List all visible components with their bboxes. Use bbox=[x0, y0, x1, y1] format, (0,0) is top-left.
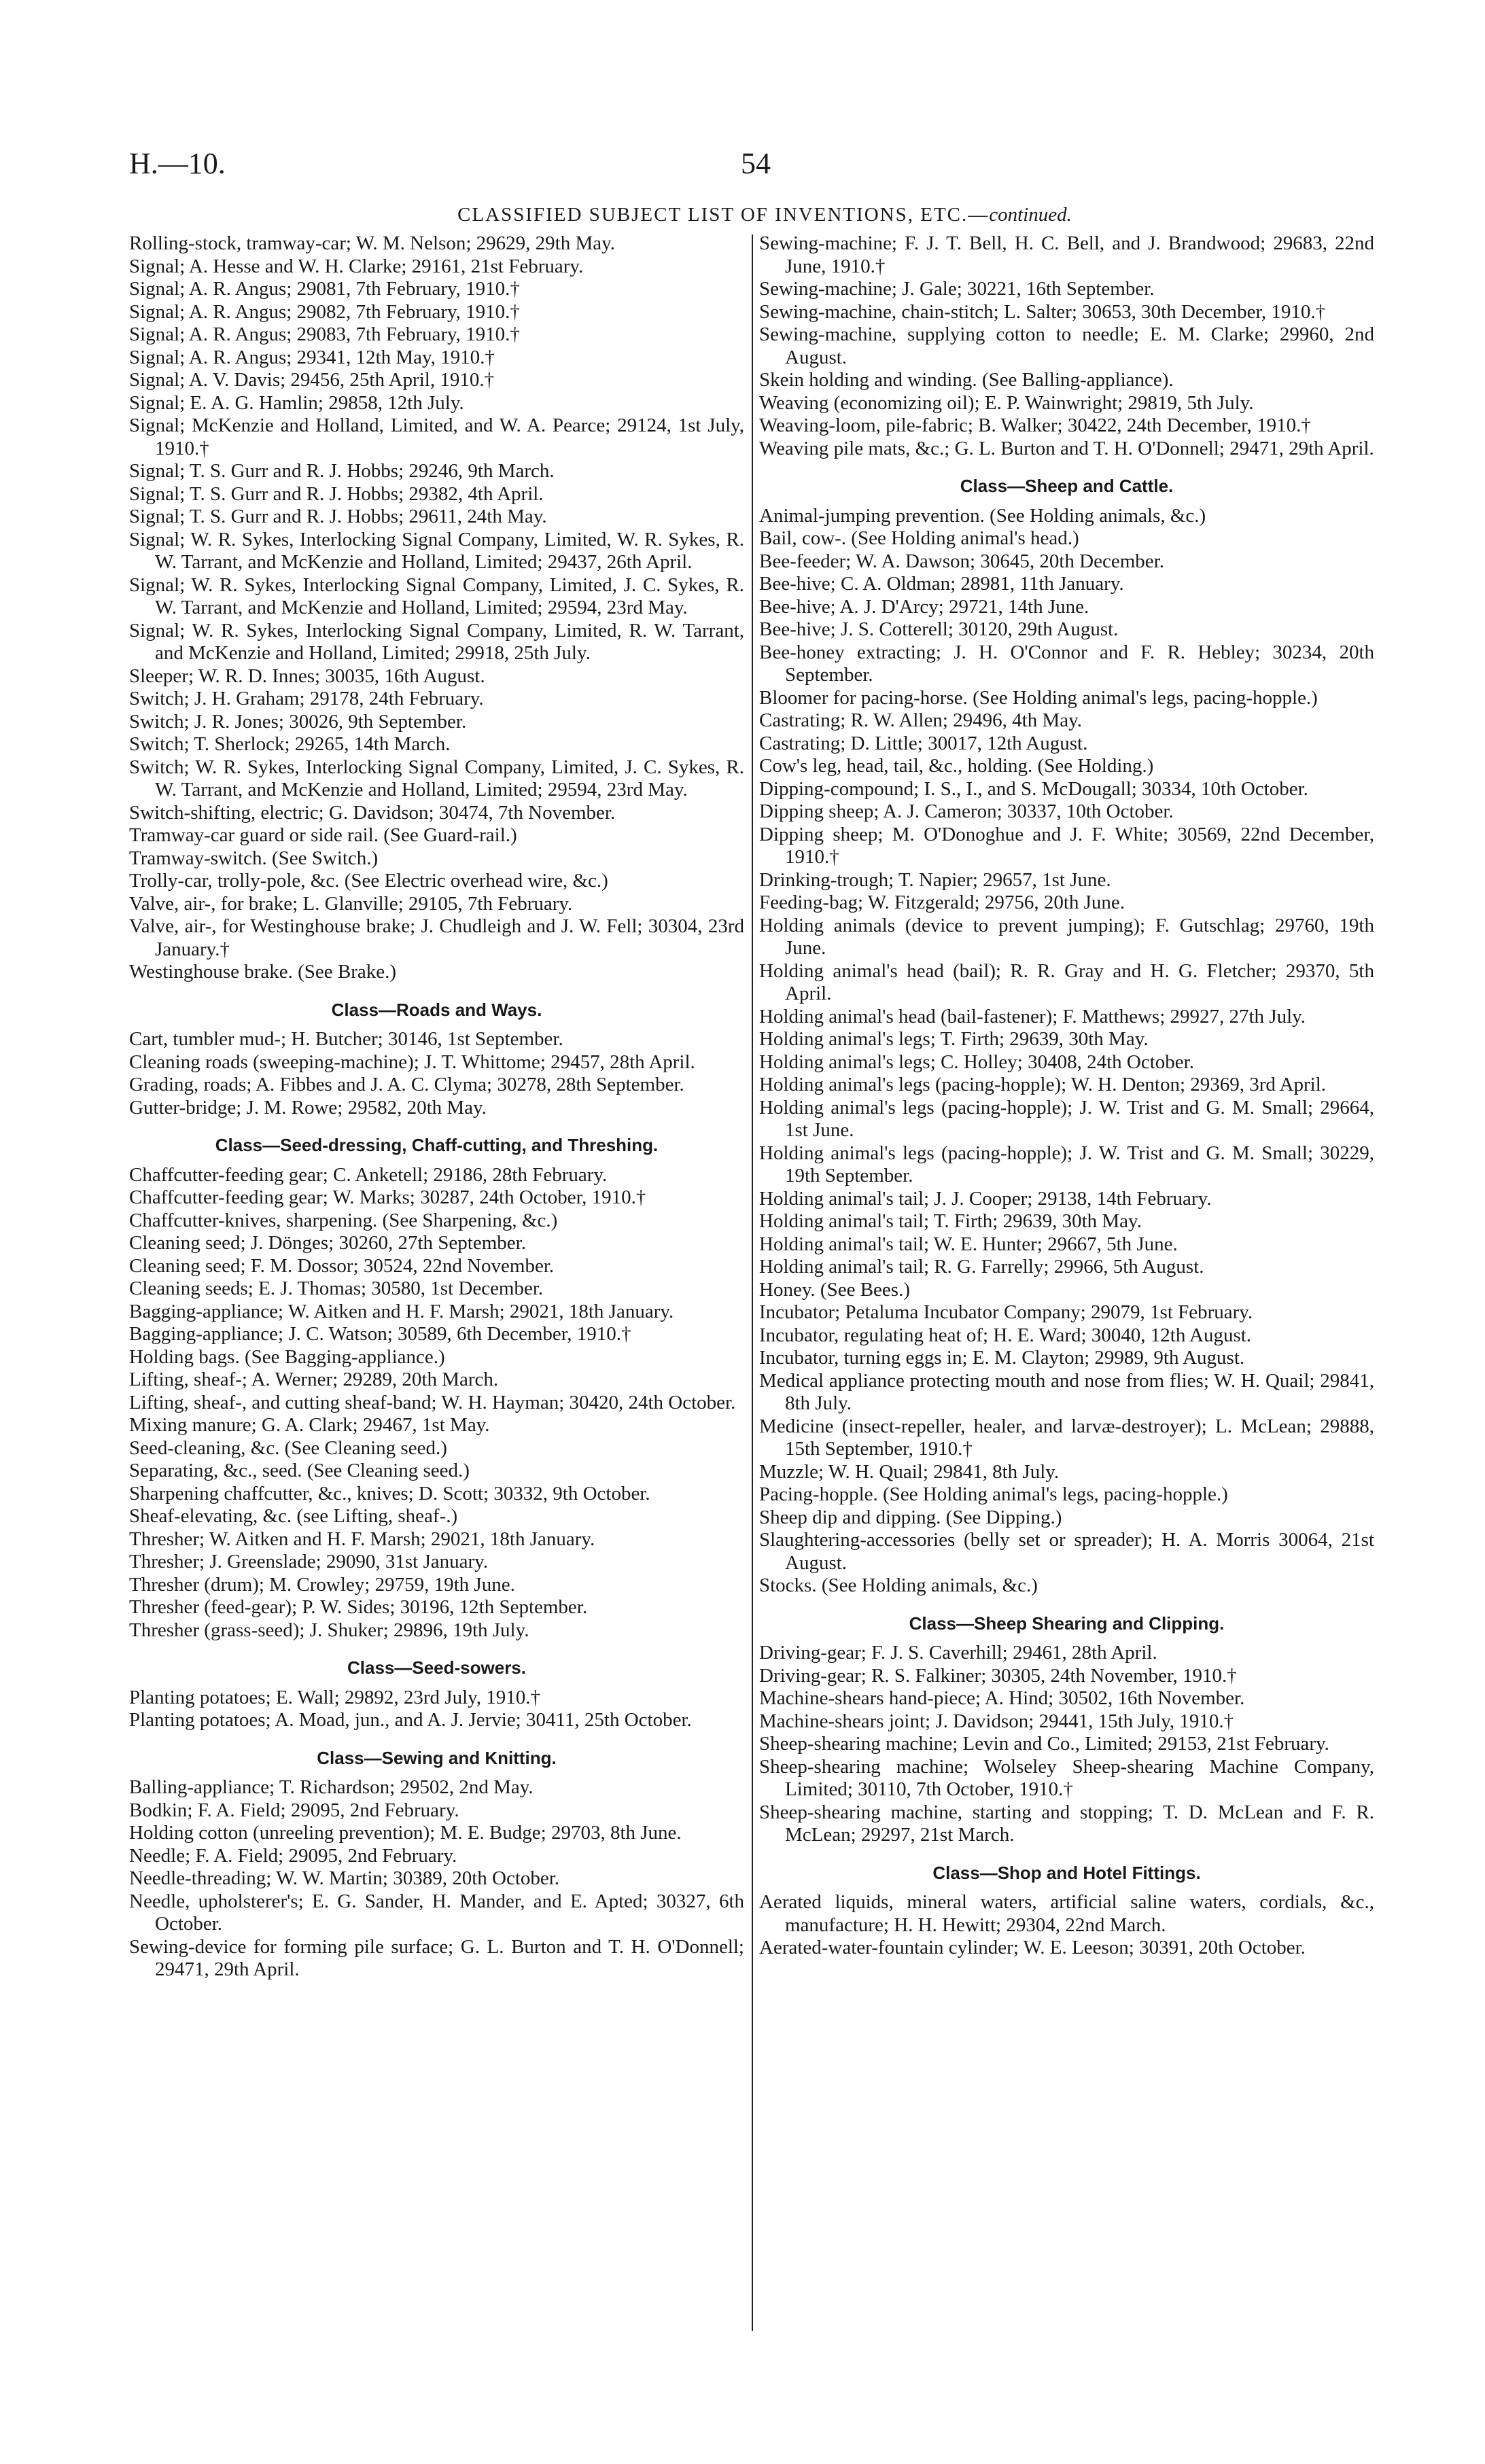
list-entry: Switch-shifting, electric; G. Davidson; 30474, 7th November. bbox=[129, 801, 616, 824]
list-entry: Machine-shears hand-piece; A. Hind; 30502, 16th November. bbox=[759, 1687, 1245, 1709]
list-entry: Signal; T. S. Gurr and R. J. Hobbs; 29246, 9th March. bbox=[129, 460, 555, 482]
class-heading: Class—Sewing and Knitting. bbox=[317, 1747, 557, 1768]
list-entry: Signal; A. R. Angus; 29341, 12th May, 1910.† bbox=[129, 346, 495, 368]
class-heading: Class—Sheep and Cattle. bbox=[960, 476, 1174, 496]
list-entry: Sheep-shearing machine, starting and stopping; T. D. McLean and F. R. McLean; 29297, 21st March. bbox=[759, 1801, 1374, 1846]
list-entry: Sheep dip and dipping. (See Dipping.) bbox=[759, 1506, 1062, 1528]
list-entry: Honey. (See Bees.) bbox=[759, 1278, 910, 1301]
list-entry: Holding cotton (unreeling prevention); M. E. Budge; 29703, 8th June. bbox=[129, 1822, 682, 1844]
list-entry: Planting potatoes; E. Wall; 29892, 23rd July, 1910.† bbox=[129, 1686, 541, 1708]
list-entry: Thresher (grass-seed); J. Shuker; 29896, 19th July. bbox=[129, 1619, 529, 1641]
list-entry: Lifting, sheaf-; A. Werner; 29289, 20th March. bbox=[129, 1369, 499, 1390]
list-entry: Holding animal's tail; J. J. Cooper; 29138, 14th February. bbox=[759, 1187, 1212, 1210]
list-entry: Holding animals (device to prevent jumping); F. Gutschlag; 29760, 19th June. bbox=[759, 914, 1374, 959]
list-entry: Sewing-machine, supplying cotton to needle; E. M. Clarke; 29960, 2nd August. bbox=[759, 323, 1374, 368]
list-entry: Signal; W. R. Sykes, Interlocking Signal Company, Limited, J. C. Sykes, R. W. Tarrant, and McKenzie and Holland, Limited; 29594, 23rd May. bbox=[129, 574, 744, 618]
list-entry: Sewing-machine; F. J. T. Bell, H. C. Bell, and J. Brandwood; 29683, 22nd June, 1910.† bbox=[759, 232, 1374, 277]
list-entry: Sewing-machine, chain-stitch; L. Salter; 30653, 30th December, 1910.† bbox=[759, 300, 1326, 323]
list-entry: Thresher; J. Greenslade; 29090, 31st January. bbox=[129, 1551, 489, 1572]
list-entry: Holding animal's legs; T. Firth; 29639, 30th May. bbox=[759, 1028, 1149, 1050]
list-entry: Signal; A. R. Angus; 29083, 7th February, 1910.† bbox=[129, 323, 520, 345]
list-entry: Bee-feeder; W. A. Dawson; 30645, 20th December. bbox=[759, 550, 1164, 572]
list-entry: Sharpening chaffcutter, &c., knives; D. Scott; 30332, 9th October. bbox=[129, 1482, 650, 1504]
list-entry: Holding animal's legs (pacing-hopple); J. W. Trist and G. M. Small; 29664, 1st June. bbox=[759, 1096, 1374, 1141]
list-entry: Feeding-bag; W. Fitzgerald; 29756, 20th June. bbox=[759, 892, 1125, 913]
list-entry: Cleaning seed; J. Dönges; 30260, 27th September. bbox=[129, 1232, 526, 1254]
list-entry: Holding animal's head (bail); R. R. Gray and H. G. Fletcher; 29370, 5th April. bbox=[759, 960, 1374, 1004]
list-entry: Castrating; R. W. Allen; 29496, 4th May. bbox=[759, 709, 1083, 731]
column-divider bbox=[752, 234, 753, 2331]
list-entry: Holding bags. (See Bagging-appliance.) bbox=[129, 1345, 445, 1368]
list-entry: Chaffcutter-feeding gear; C. Anketell; 29186, 28th February. bbox=[129, 1163, 608, 1186]
list-entry: Needle-threading; W. W. Martin; 30389, 20th October. bbox=[129, 1867, 560, 1889]
list-entry: Medical appliance protecting mouth and nose from flies; W. H. Quail; 29841, 8th July. bbox=[759, 1369, 1374, 1414]
list-entry: Weaving pile mats, &c.; G. L. Burton and T. H. O'Donnell; 29471, 29th April. bbox=[759, 437, 1374, 459]
list-entry: Tramway-switch. (See Switch.) bbox=[129, 847, 379, 869]
list-entry: Holding animal's tail; W. E. Hunter; 29667, 5th June. bbox=[759, 1233, 1178, 1255]
list-entry: Holding animal's legs (pacing-hopple); W. H. Denton; 29369, 3rd April. bbox=[759, 1074, 1327, 1095]
list-entry: Holding animal's tail; R. G. Farrelly; 29966, 5th August. bbox=[759, 1256, 1204, 1278]
list-entry: Sewing-machine; J. Gale; 30221, 16th September. bbox=[759, 278, 1155, 300]
class-heading: Class—Seed-dressing, Chaff-cutting, and Threshing. bbox=[215, 1135, 659, 1155]
list-entry: Cleaning seeds; E. J. Thomas; 30580, 1st December. bbox=[129, 1278, 544, 1299]
list-entry: Sheaf-elevating, &c. (see Lifting, sheaf-.) bbox=[129, 1505, 458, 1527]
list-entry: Bail, cow-. (See Holding animal's head.) bbox=[759, 527, 1079, 549]
list-entry: Chaffcutter-feeding gear; W. Marks; 30287, 24th October, 1910.† bbox=[129, 1186, 646, 1208]
list-entry: Stocks. (See Holding animals, &c.) bbox=[759, 1574, 1038, 1596]
list-entry: Signal; W. R. Sykes, Interlocking Signal Company, Limited, W. R. Sykes, R. W. Tarrant, and McKenzie and Holland, Limited; 29437, 26th April. bbox=[129, 528, 744, 573]
list-entry: Balling-appliance; T. Richardson; 29502, 2nd May. bbox=[129, 1776, 534, 1798]
left-column bbox=[129, 232, 744, 1982]
list-entry: Castrating; D. Little; 30017, 12th August. bbox=[759, 732, 1088, 754]
list-entry: Signal; W. R. Sykes, Interlocking Signal Company, Limited, R. W. Tarrant, and McKenzie and Holland, Limited; 29918, 25th July. bbox=[129, 619, 744, 664]
list-entry: Grading, roads; A. Fibbes and J. A. C. Clyma; 30278, 28th September. bbox=[129, 1074, 684, 1095]
list-entry: Incubator; Petaluma Incubator Company; 29079, 1st February. bbox=[759, 1301, 1253, 1323]
list-entry: Signal; McKenzie and Holland, Limited, and W. A. Pearce; 29124, 1st July, 1910.† bbox=[129, 415, 744, 459]
list-entry: Westinghouse brake. (See Brake.) bbox=[129, 961, 397, 983]
list-entry: Signal; A. Hesse and W. H. Clarke; 29161, 21st February. bbox=[129, 255, 584, 277]
list-entry: Driving-gear; R. S. Falkiner; 30305, 24th November, 1910.† bbox=[759, 1664, 1237, 1687]
list-entry: Needle, upholsterer's; E. G. Sander, H. Mander, and E. Apted; 30327, 6th October. bbox=[129, 1890, 744, 1935]
list-entry: Bagging-appliance; J. C. Watson; 30589, 6th December, 1910.† bbox=[129, 1323, 631, 1345]
class-heading: Class—Shop and Hotel Fittings. bbox=[932, 1862, 1201, 1883]
list-entry: Cart, tumbler mud-; H. Butcher; 30146, 1st September. bbox=[129, 1028, 563, 1050]
list-entry: Machine-shears joint; J. Davidson; 29441, 15th July, 1910.† bbox=[759, 1710, 1234, 1732]
list-entry: Bodkin; F. A. Field; 29095, 2nd February. bbox=[129, 1799, 459, 1821]
list-entry: Thresher (feed-gear); P. W. Sides; 30196, 12th September. bbox=[129, 1596, 588, 1618]
list-entry: Aerated liquids, mineral waters, artificial saline waters, cordials, &c., manufacture; H. H. Hewitt; 29304, 22nd March. bbox=[759, 1891, 1374, 1936]
list-entry: Signal; A. V. Davis; 29456, 25th April, 1910.† bbox=[129, 369, 495, 391]
list-entry: Needle; F. A. Field; 29095, 2nd February. bbox=[129, 1844, 457, 1867]
list-entry: Thresher; W. Aitken and H. F. Marsh; 29021, 18th January. bbox=[129, 1528, 595, 1550]
list-entry: Sewing-device for forming pile surface; G. L. Burton and T. H. O'Donnell; 29471, 29th April. bbox=[129, 1935, 744, 1980]
list-entry: Separating, &c., seed. (See Cleaning seed.) bbox=[129, 1460, 470, 1481]
list-entry: Medicine (insect-repeller, healer, and larvæ-destroyer); L. McLean; 29888, 15th September, 1910.† bbox=[759, 1415, 1374, 1460]
list-entry: Signal; T. S. Gurr and R. J. Hobbs; 29382, 4th April. bbox=[129, 482, 544, 505]
list-entry: Weaving-loom, pile-fabric; B. Walker; 30422, 24th December, 1910.† bbox=[759, 415, 1311, 436]
list-entry: Bee-honey extracting; J. H. O'Connor and F. R. Hebley; 30234, 20th September. bbox=[759, 641, 1374, 686]
list-entry: Incubator, turning eggs in; E. M. Clayton; 29989, 9th August. bbox=[759, 1347, 1245, 1369]
list-entry: Bee-hive; A. J. D'Arcy; 29721, 14th June. bbox=[759, 595, 1089, 618]
list-entry: Slaughtering-accessories (belly set or spreader); H. A. Morris 30064, 21st August. bbox=[759, 1529, 1374, 1574]
class-heading: Class—Roads and Ways. bbox=[331, 999, 542, 1020]
list-entry: Valve, air-, for Westinghouse brake; J. Chudleigh and J. W. Fell; 30304, 23rd January.† bbox=[129, 915, 744, 960]
list-entry: Switch; W. R. Sykes, Interlocking Signal Company, Limited, J. C. Sykes, R. W. Tarrant, and McKenzie and Holland, Limited; 29594, 23rd May. bbox=[129, 756, 744, 800]
list-entry: Gutter-bridge; J. M. Rowe; 29582, 20th May. bbox=[129, 1096, 487, 1119]
list-entry: Switch; J. R. Jones; 30026, 9th September. bbox=[129, 710, 467, 733]
list-entry: Cleaning roads (sweeping-machine); J. T. Whittome; 29457, 28th April. bbox=[129, 1051, 695, 1073]
list-entry: Dipping sheep; A. J. Cameron; 30337, 10th October. bbox=[759, 800, 1174, 822]
list-entry: Pacing-hopple. (See Holding animal's legs, pacing-hopple.) bbox=[759, 1483, 1228, 1505]
list-entry: Sheep-shearing machine; Levin and Co., Limited; 29153, 21st February. bbox=[759, 1733, 1329, 1755]
list-entry: Dipping sheep; M. O'Donoghue and J. F. White; 30569, 22nd December, 1910.† bbox=[759, 823, 1374, 868]
list-entry: Skein holding and winding. (See Balling-appliance). bbox=[759, 369, 1174, 391]
document-reference: H.—10. bbox=[129, 147, 226, 180]
list-entry: Lifting, sheaf-, and cutting sheaf-band; W. H. Hayman; 30420, 24th October. bbox=[129, 1391, 736, 1413]
list-entry: Bee-hive; J. S. Cotterell; 30120, 29th August. bbox=[759, 618, 1119, 640]
list-entry: Signal; E. A. G. Hamlin; 29858, 12th July. bbox=[129, 391, 464, 414]
list-entry: Muzzle; W. H. Quail; 29841, 8th July. bbox=[759, 1460, 1060, 1483]
page-title bbox=[129, 204, 1400, 226]
class-heading: Class—Sheep Shearing and Clipping. bbox=[909, 1613, 1225, 1634]
list-entry: Signal; T. S. Gurr and R. J. Hobbs; 29611, 24th May. bbox=[129, 506, 547, 527]
list-entry: Sleeper; W. R. D. Innes; 30035, 16th August. bbox=[129, 665, 485, 687]
list-entry: Signal; A. R. Angus; 29082, 7th February, 1910.† bbox=[129, 300, 520, 323]
list-entry: Tramway-car guard or side rail. (See Guard-rail.) bbox=[129, 824, 517, 846]
page-number: 54 bbox=[741, 147, 771, 180]
list-entry: Switch; J. H. Graham; 29178, 24th February. bbox=[129, 688, 484, 709]
list-entry: Rolling-stock, tramway-car; W. M. Nelson; 29629, 29th May. bbox=[129, 232, 615, 254]
page-header bbox=[129, 146, 1400, 187]
title-main: CLASSIFIED SUBJECT LIST OF INVENTIONS, ETC.— bbox=[457, 204, 990, 226]
list-entry: Dipping-compound; I. S., I., and S. McDougall; 30334, 10th October. bbox=[759, 777, 1308, 800]
list-entry: Aerated-water-fountain cylinder; W. E. Leeson; 30391, 20th October. bbox=[759, 1937, 1306, 1958]
list-entry: Animal-jumping prevention. (See Holding animals, &c.) bbox=[759, 504, 1206, 527]
list-entry: Cleaning seed; F. M. Dossor; 30524, 22nd November. bbox=[129, 1254, 555, 1277]
list-entry: Holding animal's legs (pacing-hopple); J. W. Trist and G. M. Small; 30229, 19th September. bbox=[759, 1142, 1374, 1186]
class-heading: Class—Seed-sowers. bbox=[347, 1657, 526, 1678]
list-entry: Trolly-car, trolly-pole, &c. (See Electric overhead wire, &c.) bbox=[129, 870, 608, 892]
list-entry: Incubator, regulating heat of; H. E. Ward; 30040, 12th August. bbox=[759, 1324, 1252, 1346]
list-entry: Drinking-trough; T. Napier; 29657, 1st June. bbox=[759, 868, 1111, 891]
list-entry: Mixing manure; G. A. Clark; 29467, 1st May. bbox=[129, 1414, 490, 1436]
list-entry: Thresher (drum); M. Crowley; 29759, 19th June. bbox=[129, 1573, 515, 1596]
list-entry: Signal; A. R. Angus; 29081, 7th February, 1910.† bbox=[129, 278, 520, 300]
list-entry: Valve, air-, for brake; L. Glanville; 29105, 7th February. bbox=[129, 892, 573, 915]
list-entry: Bagging-appliance; W. Aitken and H. F. Marsh; 29021, 18th January. bbox=[129, 1300, 674, 1322]
title-continued: continued. bbox=[989, 204, 1072, 226]
list-entry: Planting potatoes; A. Moad, jun., and A. J. Jervie; 30411, 25th October. bbox=[129, 1709, 692, 1731]
list-entry: Holding animal's legs; C. Holley; 30408, 24th October. bbox=[759, 1051, 1194, 1073]
list-entry: Holding animal's tail; T. Firth; 29639, 30th May. bbox=[759, 1210, 1142, 1232]
list-entry: Chaffcutter-knives, sharpening. (See Sharpening, &c.) bbox=[129, 1209, 558, 1231]
list-entry: Weaving (economizing oil); E. P. Wainwright; 29819, 5th July. bbox=[759, 391, 1254, 414]
list-entry: Cow's leg, head, tail, &c., holding. (See Holding.) bbox=[759, 755, 1154, 777]
list-entry: Bee-hive; C. A. Oldman; 28981, 11th January. bbox=[759, 573, 1124, 595]
list-entry: Holding animal's head (bail-fastener); F. Matthews; 29927, 27th July. bbox=[759, 1005, 1306, 1027]
list-entry: Seed-cleaning, &c. (See Cleaning seed.) bbox=[129, 1437, 447, 1459]
right-column bbox=[759, 232, 1374, 1960]
list-entry: Sheep-shearing machine; Wolseley Sheep-shearing Machine Company, Limited; 30110, 7th October, 1910.† bbox=[759, 1755, 1374, 1800]
list-entry: Bloomer for pacing-horse. (See Holding animal's legs, pacing-hopple.) bbox=[759, 686, 1318, 709]
list-entry: Switch; T. Sherlock; 29265, 14th March. bbox=[129, 733, 451, 755]
list-entry: Driving-gear; F. J. S. Caverhill; 29461, 28th April. bbox=[759, 1642, 1157, 1664]
